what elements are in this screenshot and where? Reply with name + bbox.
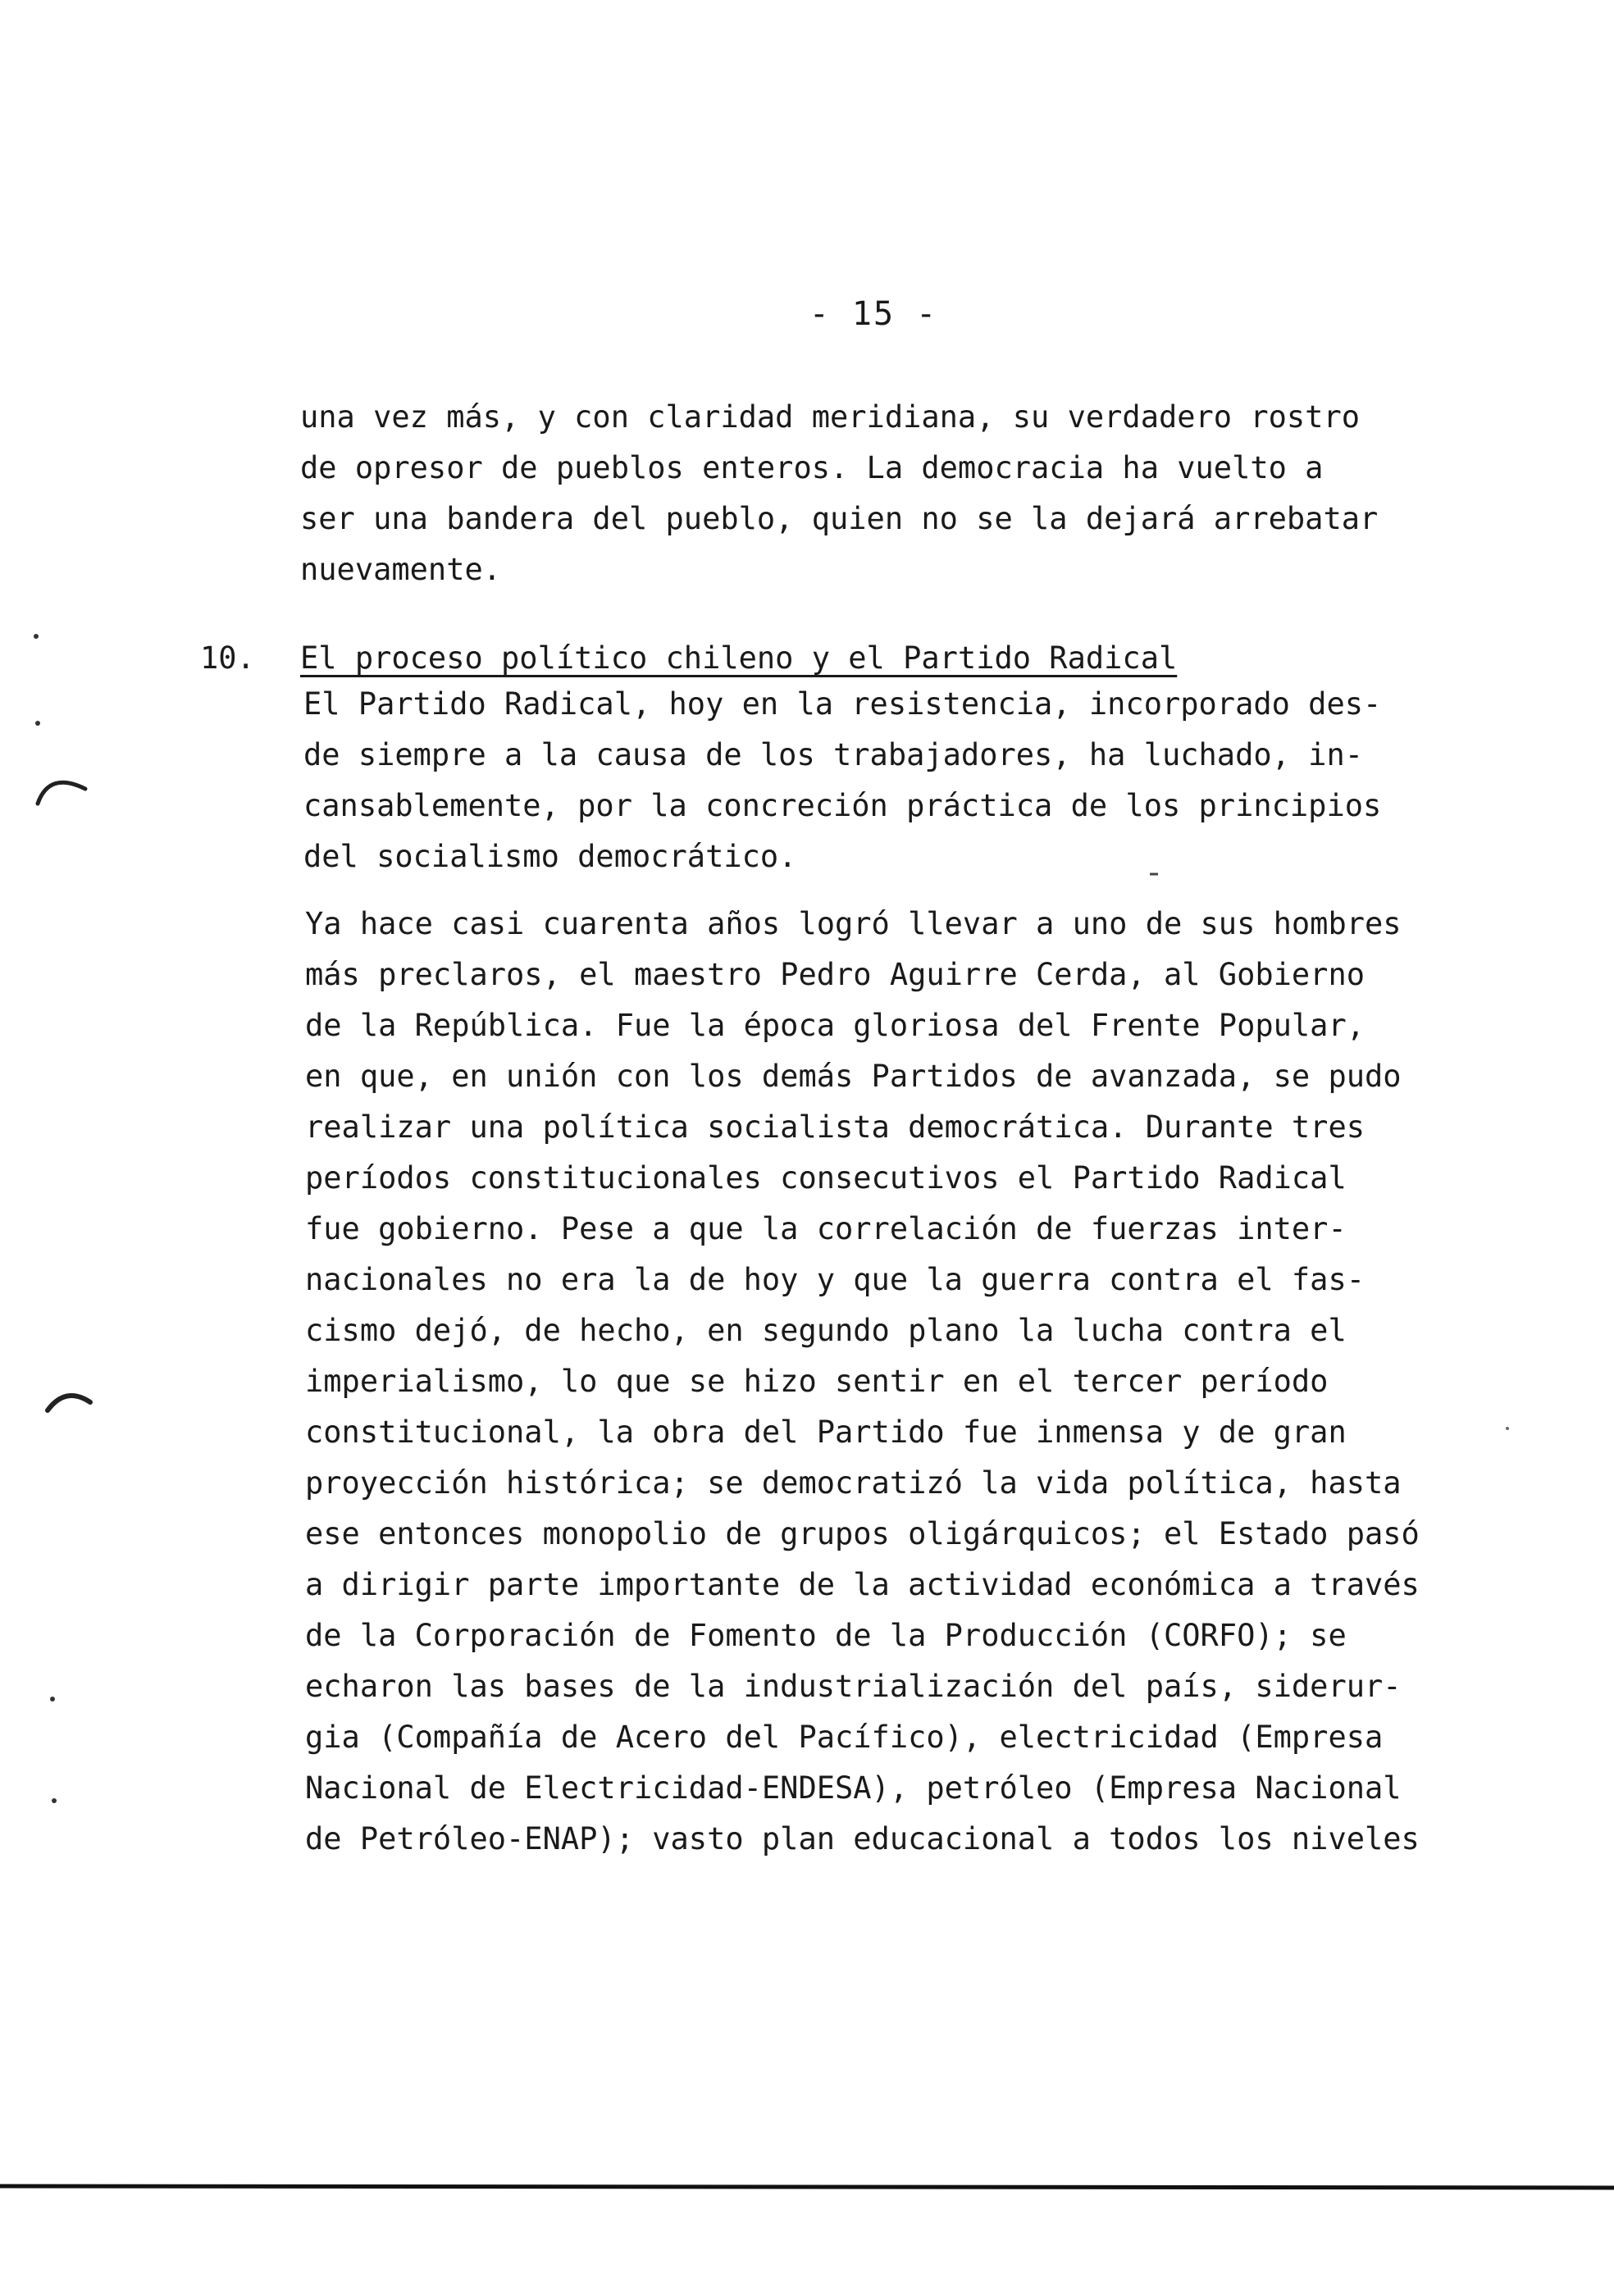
paragraph-line: de opresor de pueblos enteros. La democracia ha vuelto a	[300, 450, 1324, 485]
paragraph-line: nuevamente.	[300, 552, 502, 587]
scan-speck	[52, 1798, 57, 1803]
paragraph-line: más preclaros, el maestro Pedro Aguirre Cerda, al Gobierno	[305, 957, 1366, 992]
paragraph-line: imperialismo, lo que se hizo sentir en el tercer período	[305, 1364, 1329, 1399]
paragraph-line: echaron las bases de la industrialización del país, siderur-	[305, 1669, 1402, 1704]
paragraph-line: a dirigir parte importante de la actividad económica a través	[305, 1567, 1420, 1602]
paragraph-line: proyección histórica; se democratizó la vida política, hasta	[305, 1465, 1402, 1501]
paragraph-line: en que, en unión con los demás Partidos de avanzada, se pudo	[305, 1059, 1402, 1094]
scan-speck	[35, 721, 40, 726]
paragraph-line: de la Corporación de Fomento de la Producción (CORFO); se	[305, 1618, 1347, 1653]
paragraph-line: fue gobierno. Pese a que la correlación de fuerzas inter-	[305, 1211, 1347, 1246]
paragraph-line: realizar una política socialista democrática. Durante tres	[305, 1109, 1366, 1145]
paragraph-line: cansablemente, por la concreción práctica de los principios	[303, 788, 1382, 823]
paragraph-line: períodos constitucionales consecutivos el Partido Radical	[305, 1160, 1347, 1196]
section-number: 10.	[200, 640, 255, 676]
page-edge-line	[0, 2186, 1614, 2188]
punch-hole-mark	[48, 1396, 90, 1410]
paragraph-line: una vez más, y con claridad meridiana, su verdadero rostro	[300, 399, 1361, 435]
paragraph-line: de la República. Fue la época gloriosa del Frente Popular,	[305, 1008, 1366, 1043]
paragraph-line: constitucional, la obra del Partido fue inmensa y de gran	[305, 1414, 1347, 1450]
paragraph-line: gia (Compañía de Acero del Pacífico), electricidad (Empresa	[305, 1720, 1384, 1755]
paragraph-line: cismo dejó, de hecho, en segundo plano la lucha contra el	[305, 1313, 1347, 1348]
paragraph-line: Ya hace casi cuarenta años logró llevar a uno de sus hombres	[305, 906, 1402, 941]
page-number: - 15 -	[809, 295, 938, 333]
scan-speck	[50, 1697, 55, 1702]
punch-hole-mark	[38, 782, 85, 804]
paragraph-line: ese entonces monopolio de grupos oligárquicos; el Estado pasó	[305, 1516, 1420, 1551]
scan-speck	[34, 634, 39, 639]
paragraph-line: de siempre a la causa de los trabajadores, ha luchado, in-	[303, 737, 1364, 772]
paragraph-line: El Partido Radical, hoy en la resistencia, incorporado des-	[303, 686, 1382, 722]
paragraph-line: ser una bandera del pueblo, quien no se la dejará arrebatar	[300, 501, 1379, 536]
paragraph-line: Nacional de Electricidad-ENDESA), petróleo (Empresa Nacional	[305, 1770, 1402, 1806]
paragraph-line: nacionales no era la de hoy y que la guerra contra el fas-	[305, 1262, 1366, 1297]
scan-speck	[1506, 1427, 1509, 1430]
paragraph-line: de Petróleo-ENAP); vasto plan educacional a todos los niveles	[305, 1821, 1420, 1856]
section-heading: El proceso político chileno y el Partido Radical	[300, 640, 1178, 676]
paragraph-line: del socialismo democrático.	[303, 839, 797, 874]
